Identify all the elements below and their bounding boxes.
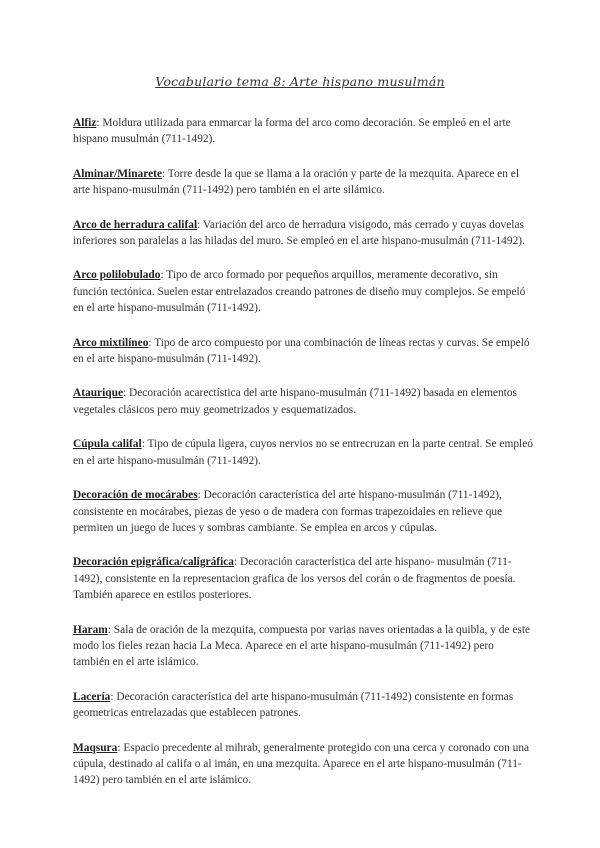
entry-alfiz [73, 115, 533, 148]
entry-arco-polilobulado [73, 267, 533, 316]
entry-term: Cúpula califal [73, 438, 142, 451]
entry-definition: : Decoración característica del arte hispano- musulmán (711-1492), consistente en la representacion grafica de los versos del corán o de fragmentos de poesía. También aparece en estilos posteriores. [73, 556, 516, 602]
entry-term: Alminar/Minarete [73, 167, 162, 180]
entry-laceria [73, 689, 533, 722]
entry-definition: : Tipo de arco compuesto por una combinación de líneas rectas y curvas. Se empeló en el arte hispano-musulmán (711-1492). [73, 336, 530, 366]
entry-term: Decoración epigráfica/caligráfica [73, 556, 234, 569]
entry-definition: : Decoración característica del arte hispano-musulmán (711-1492) consistente en formas geometricas entrelazadas que establecen patrones. [73, 690, 514, 720]
entry-term: Lacería [73, 690, 111, 703]
entry-term: Arco polilobulado [73, 269, 161, 282]
entry-haram [73, 622, 533, 671]
entry-term: Arco mixtilíneo [73, 336, 149, 349]
entry-term: Decoración de mocárabes [73, 489, 198, 502]
entry-arco-mixtilineo [73, 335, 533, 368]
entry-definition: : Sala de oración de la mezquita, compuesta por varias naves orientadas a la quibla, y de este modo los fieles rezan hacia La Meca. Aparece en el arte hispano-musulmán (711-1492) pero también en el arte islámico. [73, 623, 531, 669]
vocabulary-list [73, 115, 533, 807]
page-title: Vocabulario tema 8: Arte hispano musulmán [155, 74, 445, 89]
entry-term: Haram [73, 623, 108, 636]
entry-mocarabes [73, 487, 533, 536]
entry-epigrafica [73, 554, 533, 603]
entry-definition: : Moldura utilizada para enmarcar la forma del arco como decoración. Se empleó en el arte hispano musulmán (711-1492). [73, 117, 511, 146]
entry-ataurique [73, 385, 533, 418]
entry-term: Alfiz [73, 117, 97, 129]
entry-cupula-califal [73, 436, 533, 469]
entry-definition: : Decoración característica del arte hispano-musulmán (711-1492), consistente en mocárabes, piezas de yeso o de madera con formas trapezoidales en relieve que permiten un juego de luces y sombras cambiante. Se emplea en arcos y cúpulas. [73, 489, 503, 534]
entry-definition: : Espacio precedente al mihrab, generalmente protegido con una cerca y coronado con una cúpula, destinado al califa o al imán, en una mezquita. Aparece en el arte hispano-musulmán (711-1492) pero también en el arte islámico. [73, 741, 530, 787]
entry-definition: : Torre desde la que se llama a la oración y parte de la mezquita. Aparece en el arte hispano-musulmán (711-1492) pero también en el arte silámico. [73, 167, 519, 197]
entry-definition: : Decoración acarectística del arte hispano-musulmán (711-1492) basada en elementos vegetales clásicos pero muy geometrizados y esquematizados. [73, 387, 517, 416]
entry-definition: : Tipo de cúpula ligera, cuyos nervios no se entrecruzan en la parte central. Se empleó en el arte hispano-musulmán (711-1492). [73, 438, 533, 467]
entry-term: Maqsura [73, 741, 118, 754]
entry-term: Arco de herradura califal [73, 218, 198, 231]
entry-definition: : Tipo de arco formado por pequeños arquillos, meramente decorativo, sin función tectónica. Suelen estar entrelazados creando patrones de diseño muy complejos. Se empeló en el arte hispano-musulmán (711-1492). [73, 269, 526, 315]
entry-maqsura [73, 740, 533, 789]
entry-arco-herradura [73, 217, 533, 250]
entry-alminar [73, 166, 533, 199]
entry-term: Ataurique [73, 387, 123, 400]
entry-definition: : Variación del arco de herradura visigodo, más cerrado y cuyas dovelas inferiores son paralelas a las hiladas del muro. Se empleó en el arte hispano-musulmán (711-1492). [73, 218, 525, 248]
